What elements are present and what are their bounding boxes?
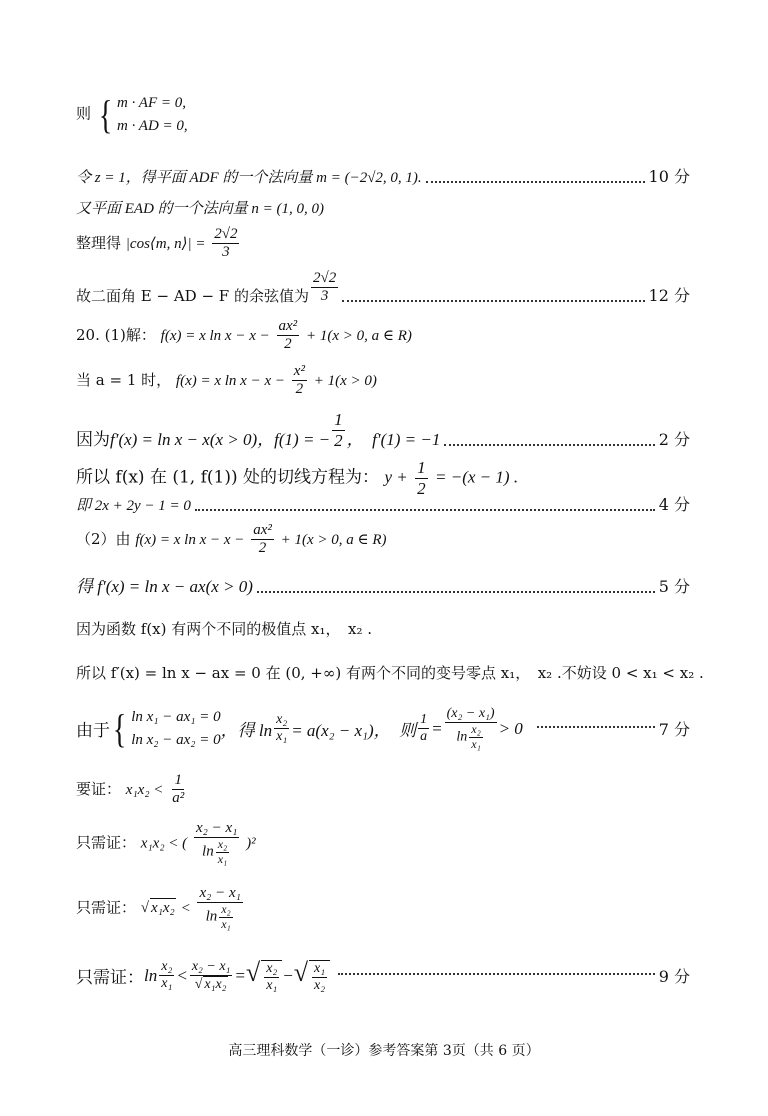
sqrt-icon: √ (194, 976, 203, 992)
dot-leader (342, 300, 644, 302)
line-need-prove-1: 只需证： x₁x₂ < ( x₂ − x₁ ln $\frac{\text{x₂}}{\text{x₁}}$ )² (76, 820, 256, 867)
line-tangent-result: 即 2x + 2y − 1 = 0 4 分 (76, 495, 690, 514)
line-need-prove-2: 只需证： √ x₁x₂ < x₂ − x₁ ln $\frac{\text{x₂}}{\text{x₁}}$ (76, 885, 241, 932)
sqrt-icon: √ (140, 900, 150, 917)
line-part2-def: （2）由 f(x) = x ln x − x − $\frac{\text{ax²}}{2}$ + 1(x > 0, a ∈ R) (76, 522, 387, 557)
dot-leader (195, 509, 655, 511)
brace-icon: { (112, 705, 127, 751)
line-system-ln: 由于 { ln x₁ − ax₁ = 0 ln x₂ − ax₂ = 0 ，得 ln $\frac{\text{x₂}}{\text{x₁}}$ = a(x₂ − x₁)， 则 $\frac{1}{a}$ = (x₂ − x₁) ln $\frac{\text{x₂}}{\text{x₁}}$ > 0 7 分 (76, 705, 690, 751)
line-cos: 整理得 |cos⟨m, n⟩| = $\frac{2√2}{3}$ (76, 226, 238, 261)
line-extreme-points: 因为函数 f(x) 有两个不同的极值点 x₁， x₂ . (76, 620, 373, 638)
sqrt-icon: √ (245, 958, 261, 987)
eq-system-plane-adf: 则 { m · AF = 0, m · AD = 0, (76, 91, 188, 137)
line-q20-def: 20. (1)解： f(x) = x ln x − x − $\frac{\text{ax²}}{2}$ + 1(x > 0, a ∈ R) (76, 318, 412, 353)
line-part2-derivative: 得 f′(x) = ln x − ax(x > 0) 5 分 (76, 577, 690, 596)
line-dihedral: 故二面角 E − AD − F 的余弦值为 $\frac{2√2}{3}$ 12 分 (76, 270, 690, 305)
line-a-eq-1: 当 a = 1 时， f(x) = x ln x − x − $\frac{\text{x²}}{2}$ + 1(x > 0) (76, 363, 377, 398)
dot-leader (257, 591, 655, 593)
page-footer: 高三理科数学（一诊）参考答案第 3页（共 6 页） (228, 1043, 540, 1059)
line-need-prove-3: 只需证： ln $\frac{\text{x₂}}{\text{x₁}}$ < $\frac{\text{x₂ − x₁}}{\text{√ x₁x₂}}$ = √ $\frac{\text{x₂}}{\text{x₁}}$ − √ $\frac{\text{x₁}}{\text{x₂}}$ 9 分 (76, 958, 690, 993)
sqrt-icon: √ (293, 958, 309, 987)
line-normal-m: 令 z = 1，得平面 ADF 的一个法向量 m = (−2√2, 0, 1). 10 分 (76, 167, 690, 186)
line-to-prove: 要证： x₁x₂ < $\frac{1}{\text{a²}}$ (76, 772, 185, 807)
dot-leader (444, 444, 654, 446)
dot-leader (426, 181, 645, 183)
dot-leader (338, 973, 655, 975)
line-normal-n: 又平面 EAD 的一个法向量 n = (1, 0, 0) (76, 201, 325, 217)
line-derivative: 因为 f′(x) = ln x − x(x > 0)， f(1) = − $\frac{1}{2}$ ， f′(1) = −1 2 分 (76, 410, 690, 451)
line-tangent: 所以 f(x) 在 (1, f(1)) 处的切线方程为： y + $\frac{1}{2}$ = −(x − 1) . (76, 458, 519, 498)
brace-icon: { (98, 91, 113, 137)
dot-leader (537, 726, 655, 728)
line-zeros: 所以 f′(x) = ln x − ax = 0 在 (0, +∞) 有两个不同的变号零点 x₁， x₂ .不妨设 0 < x₁ < x₂ . (76, 664, 704, 682)
